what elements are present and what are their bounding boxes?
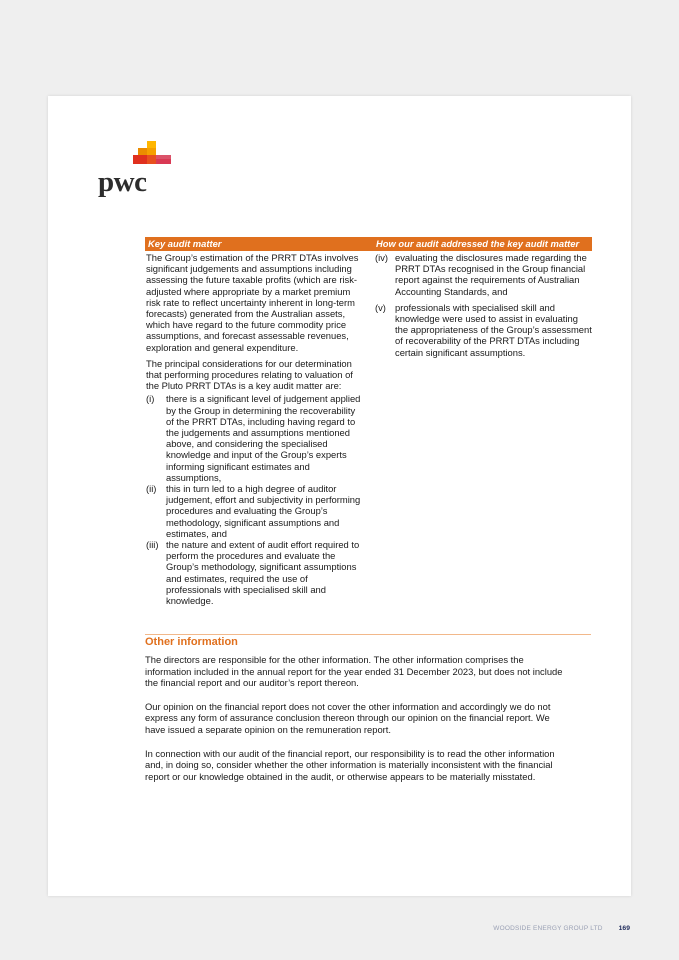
page-number: 169 — [618, 925, 630, 932]
list-item-number: (iv) — [375, 252, 389, 263]
kam-paragraph: The principal considerations for our determination that performing procedures relating to valuation of the Pluto PRRT DTAs is a key audit matter are: — [146, 357, 353, 392]
list-item — [375, 302, 592, 358]
pwc-logo — [98, 141, 178, 201]
list-item-number: (ii) — [146, 483, 157, 495]
audit-response-column — [364, 251, 592, 606]
other-information-title: Other information — [145, 636, 238, 648]
other-information-paragraph: Our opinion on the financial report does not cover the other information and accordingly we do not express any form of assurance conclusion thereon through our opinion on the financial report. We have issued a separate opinion on the remuneration report. — [145, 700, 551, 735]
list-item-text: there is a significant level of judgement applied by the Group in determining the recoverability of the PRRT DTAs, including having regard to the judgements and assumptions mentioned above, and considering the specialised knowledge and input of the Group’s experts informing significant estimates and assumptions, — [166, 393, 361, 483]
list-item-number: (v) — [375, 301, 386, 313]
report-page — [48, 96, 631, 896]
list-item — [146, 483, 364, 539]
other-information-body — [145, 654, 565, 794]
key-audit-matter-header — [145, 237, 592, 251]
kam-considerations-list — [146, 393, 364, 606]
key-audit-matter-column — [145, 251, 364, 606]
list-item-text: the nature and extent of audit effort required to perform the procedures and evaluate the Group’s methodology, significant assumptions and estimates, required the use of professionals with specialised skill and knowledge. — [166, 539, 360, 607]
list-item-number: (i) — [146, 393, 155, 405]
header-how-addressed: How our audit addressed the key audit matter — [376, 238, 580, 249]
list-item-number: (iii) — [146, 539, 159, 551]
list-item-text: professionals with specialised skill and knowledge were used to assist in evaluating the appropriateness of the Group’s assessment of recoverability of the PRRT DTAs including certain significant assumptions. — [395, 301, 592, 358]
list-item — [375, 252, 592, 297]
page-footer — [493, 925, 630, 932]
pwc-logo-text: pwc — [98, 166, 147, 198]
audit-response-list — [375, 252, 592, 358]
footer-company-name: WOODSIDE ENERGY GROUP LTD — [493, 925, 603, 932]
section-divider — [145, 634, 591, 635]
list-item-text: this in turn led to a high degree of auditor judgement, effort and subjectivity in performing procedures and evaluating the Group’s methodology, significant assumptions and estimates, and — [166, 483, 361, 539]
list-item — [146, 539, 364, 606]
list-item-text: evaluating the disclosures made regarding the PRRT DTAs recognised in the Group financial report against the requirements of Australian Accounting Standards, and — [395, 252, 587, 297]
other-information-paragraph: The directors are responsible for the other information. The other information comprises the information included in the annual report for the year ended 31 December 2023, but does not include the financial report and our auditor’s report thereon. — [145, 654, 563, 689]
list-item — [146, 393, 364, 483]
key-audit-matter-table — [145, 237, 592, 606]
other-information-paragraph: In connection with our audit of the financial report, our responsibility is to read the other information and, in doing so, consider whether the other information is materially inconsistent with the financial report or our knowledge obtained in the audit, or otherwise appears to be materially misstated. — [145, 747, 555, 782]
kam-paragraph: The Group’s estimation of the PRRT DTAs involves significant judgements and assumptions including assessing the future taxable profits (which are risk-adjusted where appropriate by a market premium risk rate to reflect uncertainty inherent in long-term forecasts) generated from the Australian assets, which have regard to the future commodity price assumptions, and forecast assessable revenues, exploration and general expenditure. — [146, 252, 359, 353]
header-key-audit-matter: Key audit matter — [148, 238, 222, 249]
